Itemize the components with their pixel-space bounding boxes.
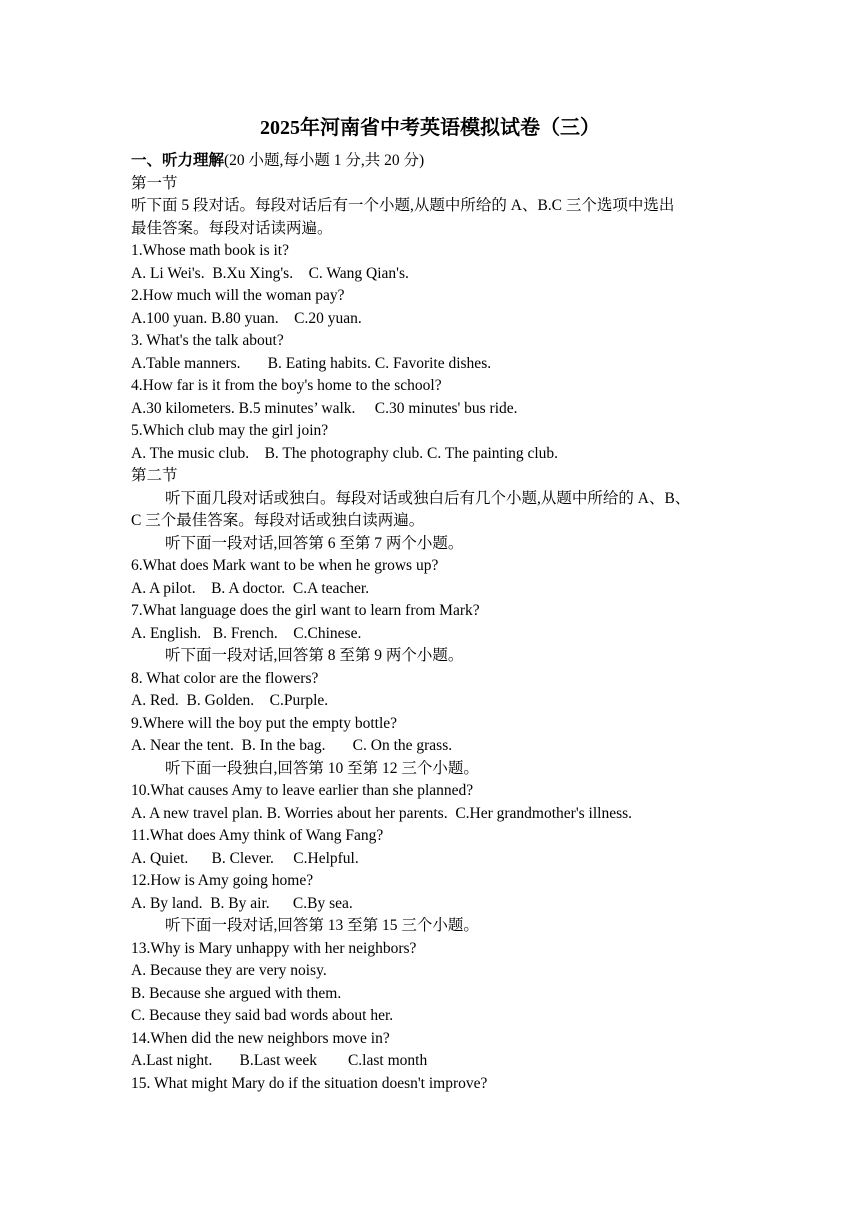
question-4-options: A.30 kilometers. B.5 minutes’ walk. C.30 minutes' bus ride.: [131, 399, 518, 417]
part1-instruction-line1: 听下面 5 段对话。每段对话后有一个小题,从题中所给的 A、B.C 三个选项中选出: [131, 197, 675, 214]
section-heading-rest: (20 小题,每小题 1 分,共 20 分): [224, 152, 425, 169]
part1-label: 第一节: [131, 174, 178, 192]
question-11: 11.What does Amy think of Wang Fang?: [131, 827, 384, 844]
question-14: 14.When did the new neighbors move in?: [131, 1029, 390, 1047]
part1-instruction-line2: 最佳答案。每段对话读两遍。: [131, 219, 333, 237]
section-heading: [131, 150, 731, 173]
question-13: 13.Why is Mary unhappy with her neighbors?: [131, 939, 417, 957]
question-6-options: A. A pilot. B. A doctor. C.A teacher.: [131, 579, 370, 597]
question-4: 4.How far is it from the boy's home to the school?: [131, 377, 442, 394]
exam-body: [131, 150, 731, 1095]
question-2-options: A.100 yuan. B.80 yuan. C.20 yuan.: [131, 309, 362, 327]
directions-8-9: 听下面一段对话,回答第 8 至第 9 两个小题。: [165, 647, 464, 664]
question-7-options: A. English. B. French. C.Chinese.: [131, 624, 362, 642]
question-15: 15. What might Mary do if the situation doesn't improve?: [131, 1074, 488, 1092]
question-13-option-b: B. Because she argued with them.: [131, 984, 342, 1002]
question-14-options: A.Last night. B.Last week C.last month: [131, 1052, 428, 1069]
part2-label: 第二节: [131, 467, 178, 484]
directions-10-12: 听下面一段独白,回答第 10 至第 12 三个小题。: [165, 759, 479, 777]
question-13-option-c: C. Because they said bad words about her.: [131, 1007, 394, 1024]
question-5-options: A. The music club. B. The photography club. C. The painting club.: [131, 444, 559, 462]
question-10-options: A. A new travel plan. B. Worries about her parents. C.Her grandmother's illness.: [131, 804, 633, 822]
question-12: 12.How is Amy going home?: [131, 872, 314, 889]
question-1: 1.Whose math book is it?: [131, 242, 289, 259]
part2-instruction-line1: 听下面几段对话或独白。每段对话或独白后有几个小题,从题中所给的 A、B、: [165, 489, 691, 507]
question-1-options: A. Li Wei's. B.Xu Xing's. C. Wang Qian's.: [131, 264, 409, 282]
question-8: 8. What color are the flowers?: [131, 669, 319, 687]
directions-13-15: 听下面一段对话,回答第 13 至第 15 三个小题。: [165, 917, 479, 934]
question-7: 7.What language does the girl want to learn from Mark?: [131, 602, 480, 619]
question-12-options: A. By land. B. By air. C.By sea.: [131, 894, 353, 912]
question-5: 5.Which club may the girl join?: [131, 422, 329, 439]
section-heading-bold: 一、听力理解: [131, 152, 225, 169]
question-3-options: A.Table manners. B. Eating habits. C. Favorite dishes.: [131, 354, 492, 372]
directions-6-7: 听下面一段对话,回答第 6 至第 7 两个小题。: [165, 534, 464, 552]
question-13-option-a: A. Because they are very noisy.: [131, 962, 327, 979]
question-8-options: A. Red. B. Golden. C.Purple.: [131, 692, 329, 709]
question-11-options: A. Quiet. B. Clever. C.Helpful.: [131, 849, 359, 867]
part2-instruction-line2: C 三个最佳答案。每段对话或独白读两遍。: [131, 512, 425, 529]
question-9-options: A. Near the tent. B. In the bag. C. On the grass.: [131, 737, 453, 754]
question-3: 3. What's the talk about?: [131, 332, 284, 349]
question-10: 10.What causes Amy to leave earlier than she planned?: [131, 782, 474, 799]
question-9: 9.Where will the boy put the empty bottle?: [131, 714, 398, 732]
question-6: 6.What does Mark want to be when he grows up?: [131, 557, 439, 574]
page-title: 2025年河南省中考英语模拟试卷（三）: [260, 117, 600, 139]
question-2: 2.How much will the woman pay?: [131, 287, 345, 304]
